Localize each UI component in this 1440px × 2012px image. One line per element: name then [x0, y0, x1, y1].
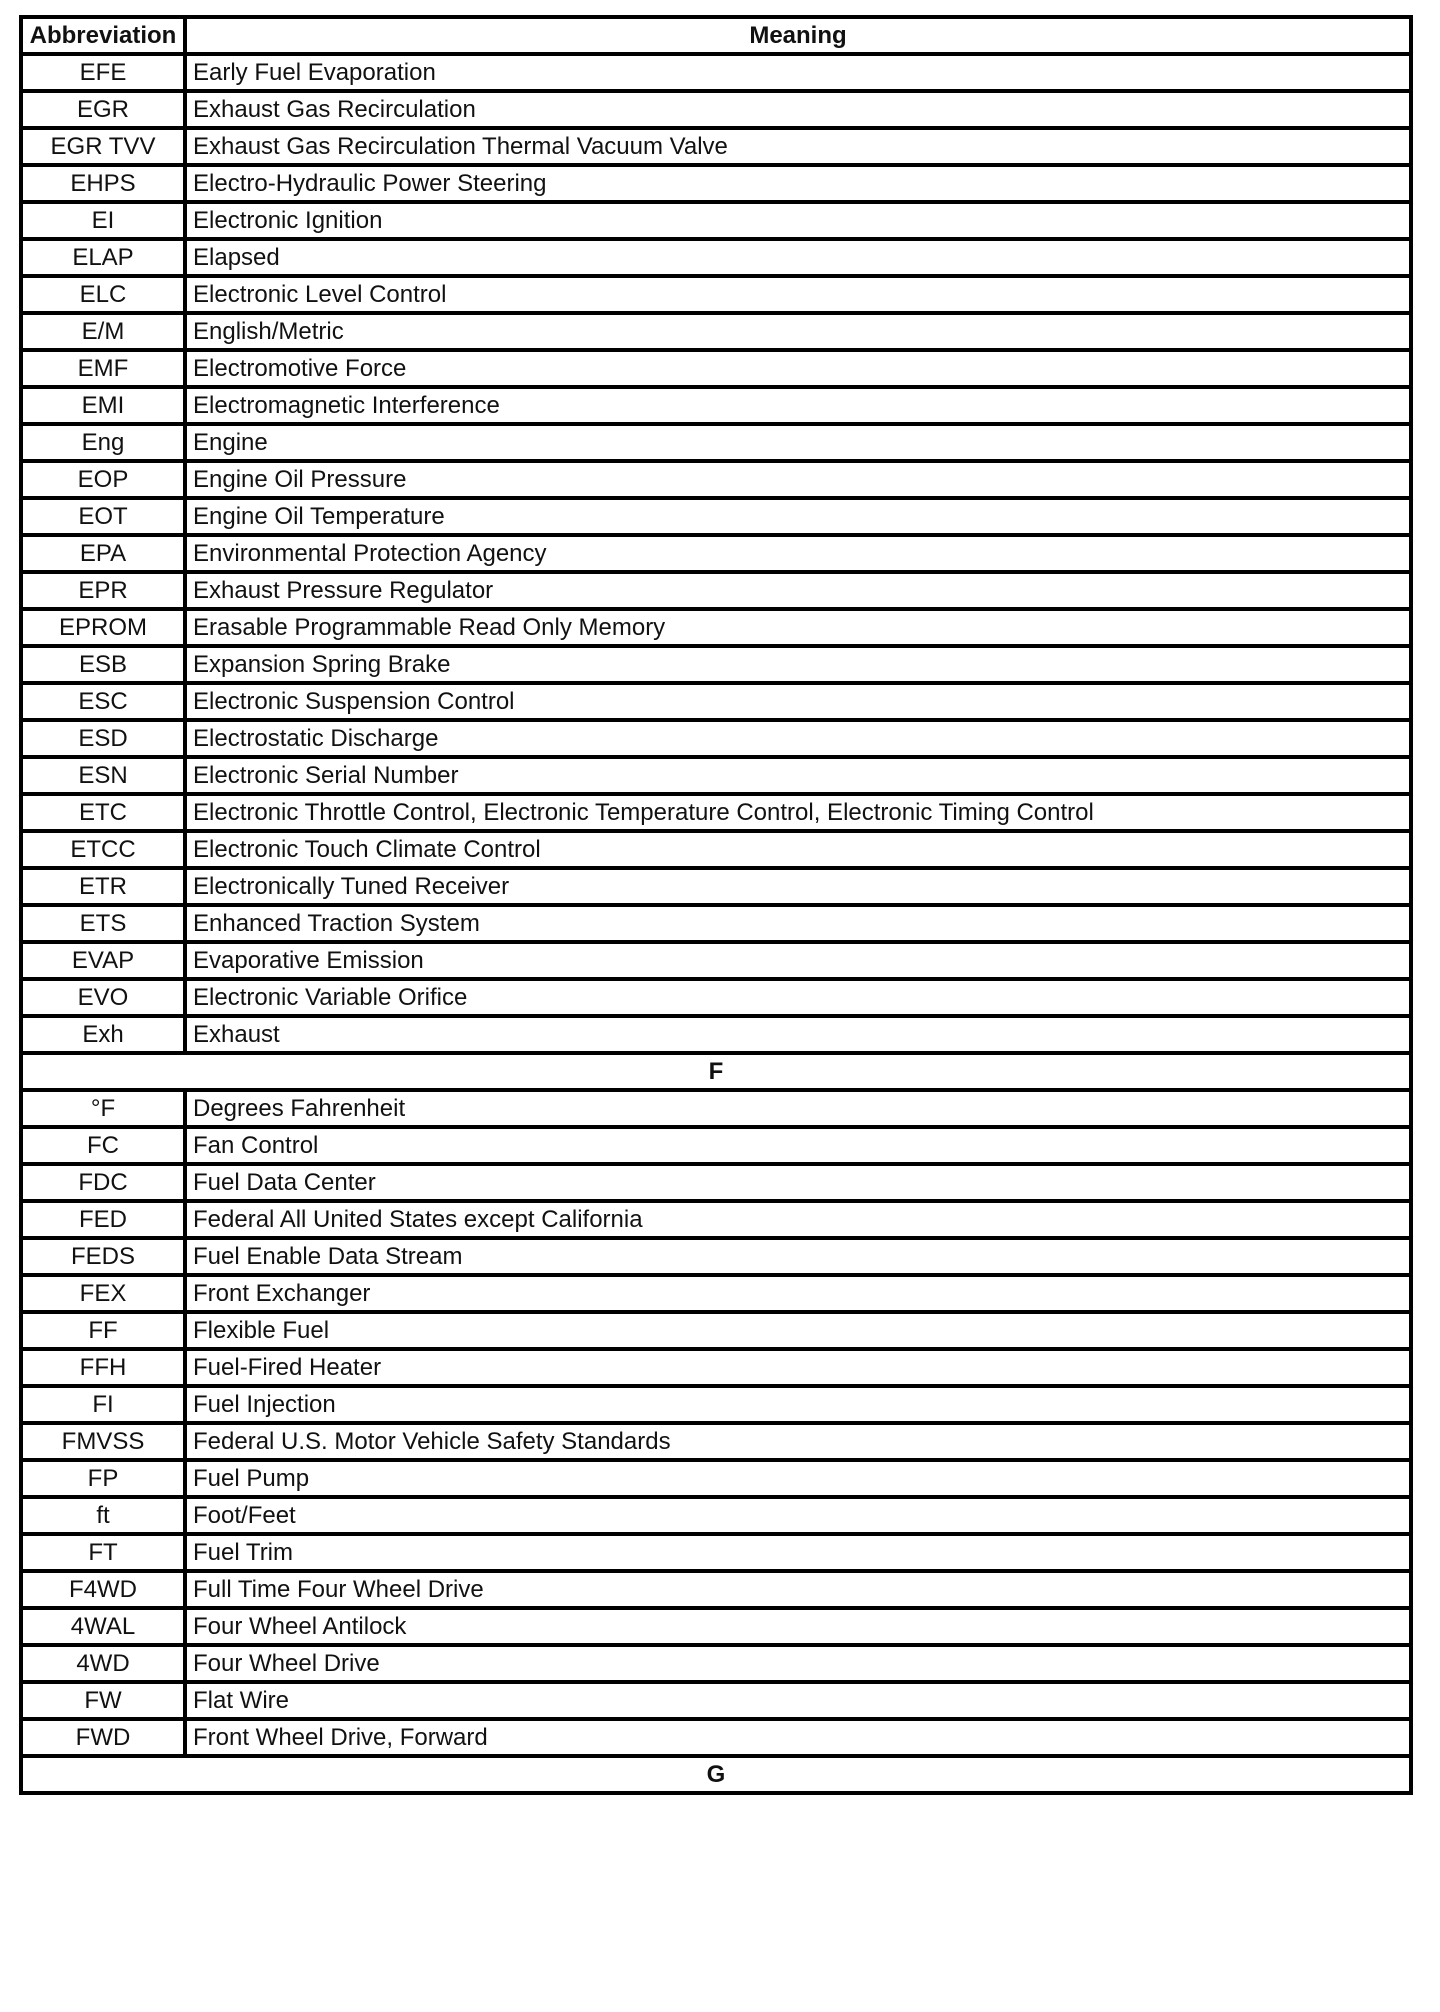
meaning-cell: Early Fuel Evaporation — [185, 54, 1411, 91]
meaning-cell: Electronic Touch Climate Control — [185, 831, 1411, 868]
abbreviation-cell: ELAP — [21, 239, 185, 276]
abbreviation-cell: 4WD — [21, 1645, 185, 1682]
abbreviation-cell: ETCC — [21, 831, 185, 868]
abbreviation-cell: Exh — [21, 1016, 185, 1053]
table-row — [21, 1090, 1411, 1127]
table-row — [21, 1016, 1411, 1053]
meaning-cell: Fuel Data Center — [185, 1164, 1411, 1201]
abbreviation-cell: 4WAL — [21, 1608, 185, 1645]
table-row — [21, 350, 1411, 387]
meaning-cell: Enhanced Traction System — [185, 905, 1411, 942]
table-row — [21, 535, 1411, 572]
abbreviation-cell: FEDS — [21, 1238, 185, 1275]
meaning-cell: Electronic Ignition — [185, 202, 1411, 239]
table-row — [21, 239, 1411, 276]
meaning-cell: Electronic Level Control — [185, 276, 1411, 313]
meaning-cell: Front Wheel Drive, Forward — [185, 1719, 1411, 1756]
abbreviation-cell: ETC — [21, 794, 185, 831]
table-header-row — [21, 17, 1411, 54]
table-row — [21, 1164, 1411, 1201]
table-row — [21, 424, 1411, 461]
abbreviation-cell: FWD — [21, 1719, 185, 1756]
table-row — [21, 1497, 1411, 1534]
abbreviation-cell: EGR — [21, 91, 185, 128]
table-row — [21, 202, 1411, 239]
meaning-cell: Evaporative Emission — [185, 942, 1411, 979]
table-row — [21, 91, 1411, 128]
meaning-cell: Electromotive Force — [185, 350, 1411, 387]
table-row — [21, 942, 1411, 979]
table-row — [21, 1534, 1411, 1571]
meaning-cell: Environmental Protection Agency — [185, 535, 1411, 572]
table-row — [21, 1201, 1411, 1238]
table-row — [21, 794, 1411, 831]
table-row — [21, 165, 1411, 202]
table-row — [21, 1312, 1411, 1349]
abbreviation-cell: EOP — [21, 461, 185, 498]
abbreviation-cell: ft — [21, 1497, 185, 1534]
abbreviation-cell: FED — [21, 1201, 185, 1238]
table-row — [21, 1645, 1411, 1682]
table-row — [21, 128, 1411, 165]
table-row — [21, 1275, 1411, 1312]
meaning-cell: Engine Oil Pressure — [185, 461, 1411, 498]
meaning-cell: Full Time Four Wheel Drive — [185, 1571, 1411, 1608]
meaning-cell: Four Wheel Drive — [185, 1645, 1411, 1682]
abbreviation-cell: FT — [21, 1534, 185, 1571]
table-row — [21, 646, 1411, 683]
abbreviation-cell: FP — [21, 1460, 185, 1497]
table-row — [21, 1423, 1411, 1460]
meaning-cell: Engine — [185, 424, 1411, 461]
abbreviation-cell: FDC — [21, 1164, 185, 1201]
meaning-cell: Electronic Variable Orifice — [185, 979, 1411, 1016]
abbreviation-cell: EPR — [21, 572, 185, 609]
meaning-cell: Electrostatic Discharge — [185, 720, 1411, 757]
table-row — [21, 1571, 1411, 1608]
table-row — [21, 720, 1411, 757]
abbreviation-cell: EHPS — [21, 165, 185, 202]
meaning-cell: Degrees Fahrenheit — [185, 1090, 1411, 1127]
meaning-cell: Electronic Suspension Control — [185, 683, 1411, 720]
table-row — [21, 609, 1411, 646]
abbreviation-cell: ESN — [21, 757, 185, 794]
table-row — [21, 1127, 1411, 1164]
table-row — [21, 461, 1411, 498]
abbreviation-cell: FMVSS — [21, 1423, 185, 1460]
abbreviation-cell: E/M — [21, 313, 185, 350]
meaning-cell: Exhaust — [185, 1016, 1411, 1053]
abbreviation-cell: °F — [21, 1090, 185, 1127]
table-row — [21, 498, 1411, 535]
abbreviation-cell: ETS — [21, 905, 185, 942]
abbreviation-table — [19, 15, 1413, 1795]
table-row — [21, 387, 1411, 424]
meaning-cell: Fuel Injection — [185, 1386, 1411, 1423]
meaning-cell: Electro-Hydraulic Power Steering — [185, 165, 1411, 202]
meaning-cell: Fuel Pump — [185, 1460, 1411, 1497]
meaning-cell: Electromagnetic Interference — [185, 387, 1411, 424]
abbreviation-cell: EI — [21, 202, 185, 239]
abbreviation-cell: EPROM — [21, 609, 185, 646]
table-row — [21, 683, 1411, 720]
meaning-cell: Fuel-Fired Heater — [185, 1349, 1411, 1386]
table-row — [21, 1460, 1411, 1497]
table-row — [21, 1682, 1411, 1719]
section-row — [21, 1756, 1411, 1793]
meaning-cell: Exhaust Gas Recirculation Thermal Vacuum Valve — [185, 128, 1411, 165]
meaning-cell: Elapsed — [185, 239, 1411, 276]
meaning-cell: Exhaust Pressure Regulator — [185, 572, 1411, 609]
abbreviation-cell: ELC — [21, 276, 185, 313]
abbreviation-cell: ESC — [21, 683, 185, 720]
abbreviation-cell: ESB — [21, 646, 185, 683]
abbreviation-cell: EVO — [21, 979, 185, 1016]
meaning-cell: Fan Control — [185, 1127, 1411, 1164]
abbreviation-cell: EFE — [21, 54, 185, 91]
meaning-cell: Engine Oil Temperature — [185, 498, 1411, 535]
abbreviation-cell: EOT — [21, 498, 185, 535]
abbreviation-cell: FFH — [21, 1349, 185, 1386]
table-row — [21, 276, 1411, 313]
abbreviation-cell: Eng — [21, 424, 185, 461]
table-row — [21, 831, 1411, 868]
section-row — [21, 1053, 1411, 1090]
header-meaning: Meaning — [185, 17, 1411, 54]
meaning-cell: Electronically Tuned Receiver — [185, 868, 1411, 905]
table-row — [21, 905, 1411, 942]
meaning-cell: Exhaust Gas Recirculation — [185, 91, 1411, 128]
abbreviation-cell: EVAP — [21, 942, 185, 979]
meaning-cell: Electronic Serial Number — [185, 757, 1411, 794]
meaning-cell: Erasable Programmable Read Only Memory — [185, 609, 1411, 646]
section-letter: G — [21, 1756, 1411, 1793]
meaning-cell: Flat Wire — [185, 1682, 1411, 1719]
abbreviation-cell: FW — [21, 1682, 185, 1719]
abbreviation-cell: F4WD — [21, 1571, 185, 1608]
abbreviation-cell: EMI — [21, 387, 185, 424]
table-row — [21, 572, 1411, 609]
meaning-cell: Fuel Enable Data Stream — [185, 1238, 1411, 1275]
abbreviation-cell: ETR — [21, 868, 185, 905]
table-row — [21, 54, 1411, 91]
table-row — [21, 757, 1411, 794]
table-row — [21, 1608, 1411, 1645]
meaning-cell: Expansion Spring Brake — [185, 646, 1411, 683]
abbreviation-cell: EGR TVV — [21, 128, 185, 165]
section-letter: F — [21, 1053, 1411, 1090]
abbreviation-cell: FI — [21, 1386, 185, 1423]
abbreviation-cell: EPA — [21, 535, 185, 572]
table-row — [21, 979, 1411, 1016]
table-row — [21, 313, 1411, 350]
abbreviation-cell: ESD — [21, 720, 185, 757]
abbreviation-cell: FEX — [21, 1275, 185, 1312]
meaning-cell: Flexible Fuel — [185, 1312, 1411, 1349]
meaning-cell: Federal U.S. Motor Vehicle Safety Standards — [185, 1423, 1411, 1460]
meaning-cell: Fuel Trim — [185, 1534, 1411, 1571]
meaning-cell: Electronic Throttle Control, Electronic Temperature Control, Electronic Timing Control — [185, 794, 1411, 831]
table-body — [21, 54, 1411, 1793]
table-row — [21, 1386, 1411, 1423]
abbreviation-cell: EMF — [21, 350, 185, 387]
table-row — [21, 868, 1411, 905]
header-abbreviation: Abbreviation — [21, 17, 185, 54]
abbreviation-cell: FF — [21, 1312, 185, 1349]
meaning-cell: Foot/Feet — [185, 1497, 1411, 1534]
meaning-cell: English/Metric — [185, 313, 1411, 350]
table-row — [21, 1349, 1411, 1386]
table-row — [21, 1238, 1411, 1275]
meaning-cell: Federal All United States except California — [185, 1201, 1411, 1238]
meaning-cell: Four Wheel Antilock — [185, 1608, 1411, 1645]
table-row — [21, 1719, 1411, 1756]
abbreviation-cell: FC — [21, 1127, 185, 1164]
meaning-cell: Front Exchanger — [185, 1275, 1411, 1312]
